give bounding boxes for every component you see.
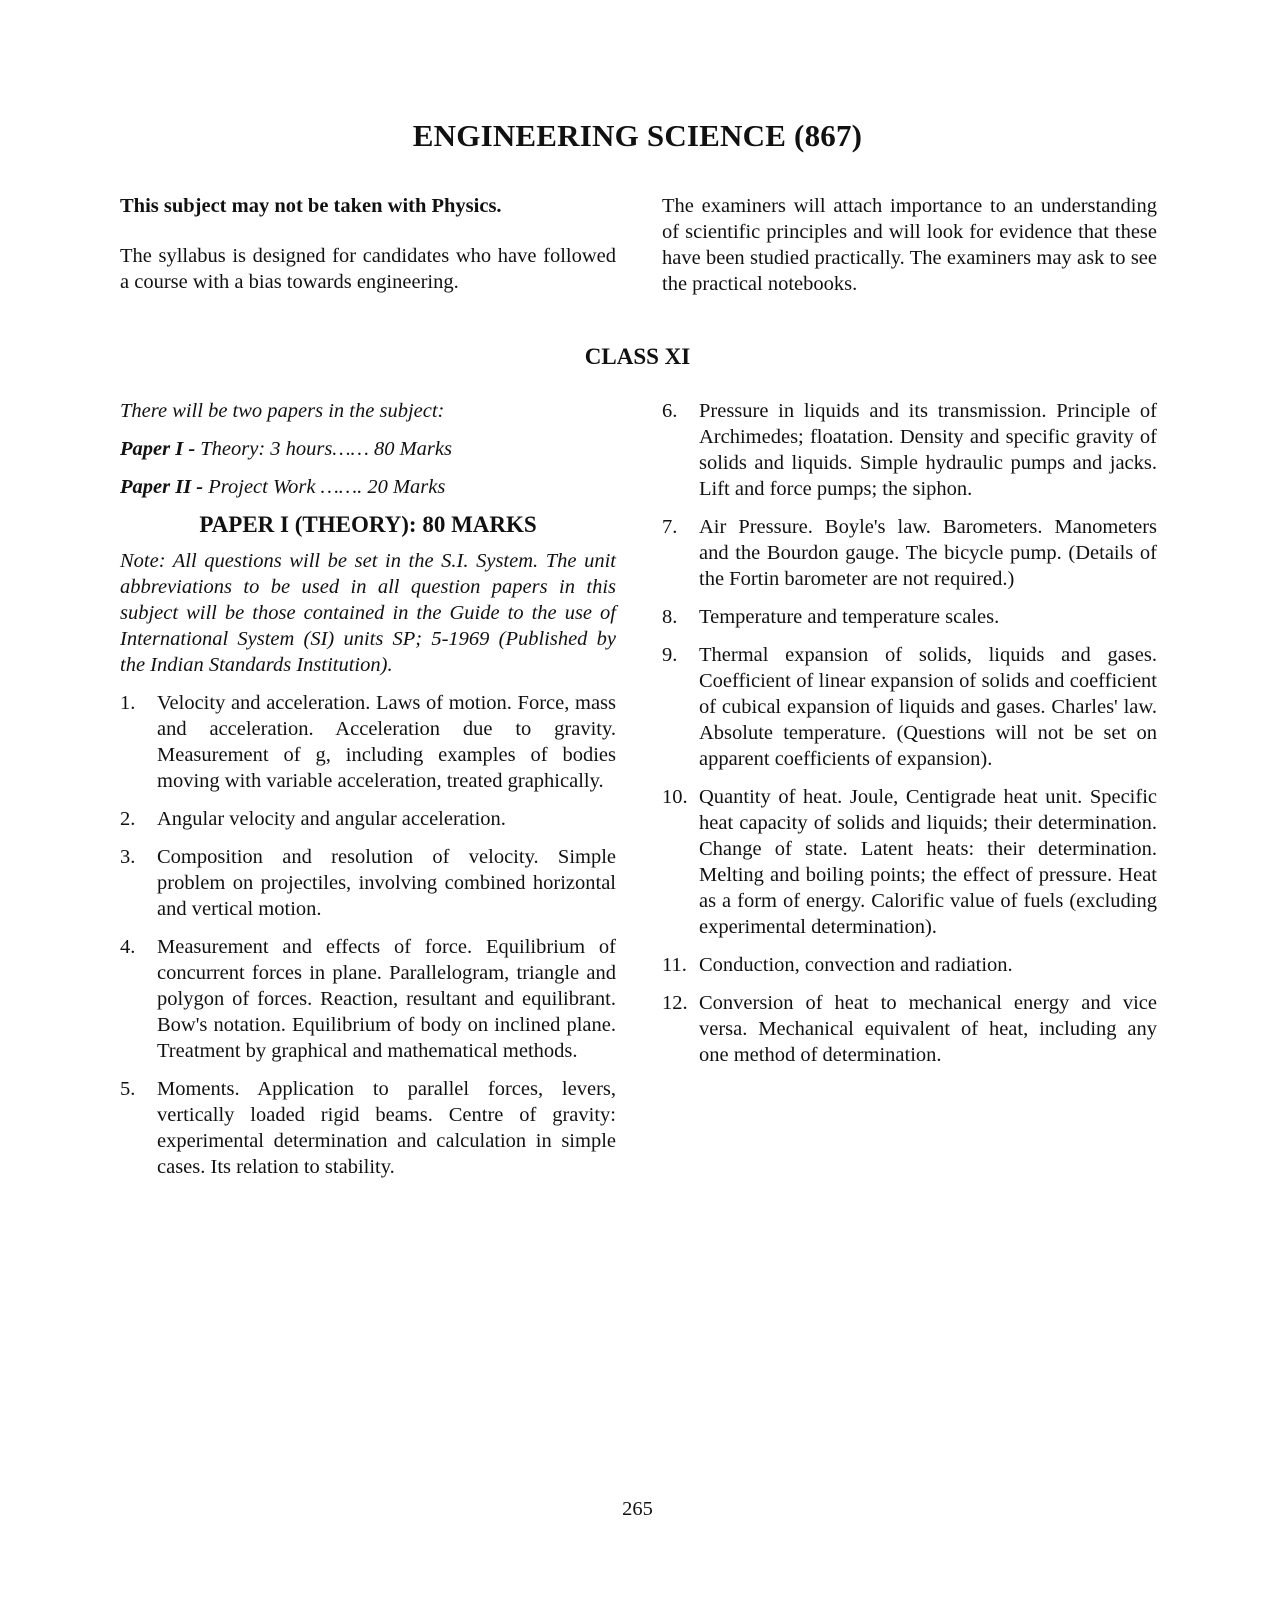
page-title: ENGINEERING SCIENCE (867): [412, 118, 863, 153]
topic-item: [662, 604, 1157, 630]
topic-number: 9.: [662, 644, 678, 666]
intro-left-column: [120, 193, 616, 295]
topic-item: [120, 844, 616, 922]
topic-item: [662, 642, 1157, 772]
topic-text: Pressure in liquids and its transmission. Principle of Archimedes; floatation. Density and specific gravity of solids and liquids. Simple hydraulic pumps and jacks. Lift and force pumps; the siphon.: [699, 400, 1157, 500]
topic-item: [662, 952, 1157, 978]
topic-text: Measurement and effects of force. Equilibrium of concurrent forces in plane. Parallelogram, triangle and polygon of forces. Reaction, resultant and equilibrant. Bow's notation. Equilibrium of body on inclined plane. Treatment by graphical and mathematical methods.: [157, 936, 616, 1062]
topic-number: 5.: [120, 1078, 136, 1100]
topic-number: 11.: [662, 954, 687, 976]
topic-item: [120, 1076, 616, 1180]
topic-text: Velocity and acceleration. Laws of motion. Force, mass and acceleration. Acceleration due to gravity. Measurement of g, including examples of bodies moving with variable acceleration, treated graphically.: [157, 692, 616, 792]
topic-text: Temperature and temperature scales.: [699, 606, 1000, 628]
topic-item: [662, 784, 1157, 940]
topic-text: Composition and resolution of velocity. Simple problem on projectiles, involving combined horizontal and vertical motion.: [157, 846, 616, 920]
topic-number: 3.: [120, 846, 136, 868]
topic-text: Thermal expansion of solids, liquids and gases. Coefficient of linear expansion of solids and coefficient of cubical expansion of liquids and gases. Charles' law. Absolute temperature. (Questions will not be set on apparent coefficients of expansion).: [699, 644, 1157, 770]
topic-text: Quantity of heat. Joule, Centigrade heat unit. Specific heat capacity of solids and liquids; their determination. Change of state. Latent heats: their determination. Melting and boiling points; the effect of pressure. Heat as a form of energy. Calorific value of fuels (excluding experimental determination).: [699, 786, 1157, 938]
topic-text: Moments. Application to parallel forces, levers, vertically loaded rigid beams. Centre of gravity: experimental determination and calculation in simple cases. Its relation to stability.: [157, 1078, 616, 1178]
topic-text: Conduction, convection and radiation.: [699, 954, 1013, 976]
topic-item: [120, 934, 616, 1064]
topic-item: [662, 990, 1157, 1068]
class-heading: CLASS XI: [584, 344, 691, 369]
topic-text: Angular velocity and angular acceleration.: [157, 808, 506, 830]
topic-item: [120, 806, 616, 832]
paper-detail: Theory: 3 hours…… 80 Marks: [200, 438, 452, 460]
examiners-note: The examiners will attach importance to an understanding of scientific principles and will look for evidence that these have been studied practically. The examiners may ask to see the practical notebooks.: [662, 195, 1157, 295]
topic-number: 2.: [120, 808, 136, 830]
topic-text: Air Pressure. Boyle's law. Barometers. Manometers and the Bourdon gauge. The bicycle pump. (Details of the Fortin barometer are not required.): [699, 516, 1157, 590]
left-column: [120, 398, 616, 1192]
topic-item: [120, 690, 616, 794]
paper-detail: Project Work ……. 20 Marks: [208, 476, 446, 498]
topic-text: Conversion of heat to mechanical energy and vice versa. Mechanical equivalent of heat, including any one method of determination.: [699, 992, 1157, 1066]
page-number: 265: [622, 1498, 653, 1520]
syllabus-note: The syllabus is designed for candidates who have followed a course with a bias towards engineering.: [120, 245, 616, 293]
topic-number: 12.: [662, 992, 688, 1014]
si-units-note: Note: All questions will be set in the S.I. System. The unit abbreviations to be used in all question papers in this subject will be those contained in the Guide to the use of International System (SI) units SP; 5-1969 (Published by the Indian Standards Institution).: [120, 550, 616, 676]
topic-number: 4.: [120, 936, 136, 958]
topic-item: [662, 398, 1157, 502]
topic-item: [662, 514, 1157, 592]
right-column: [662, 398, 1157, 1080]
theory-heading: PAPER I (THEORY): 80 MARKS: [199, 512, 537, 537]
topic-number: 1.: [120, 692, 136, 714]
topic-number: 8.: [662, 606, 678, 628]
topic-number: 7.: [662, 516, 678, 538]
topic-number: 10.: [662, 786, 688, 808]
paper-name: Paper I -: [120, 438, 196, 460]
papers-intro: There will be two papers in the subject:: [120, 400, 445, 422]
paper-item: [120, 474, 616, 500]
subject-restriction: This subject may not be taken with Physics.: [120, 195, 502, 217]
paper-item: [120, 436, 616, 462]
paper-name: Paper II -: [120, 476, 204, 498]
topic-number: 6.: [662, 400, 678, 422]
